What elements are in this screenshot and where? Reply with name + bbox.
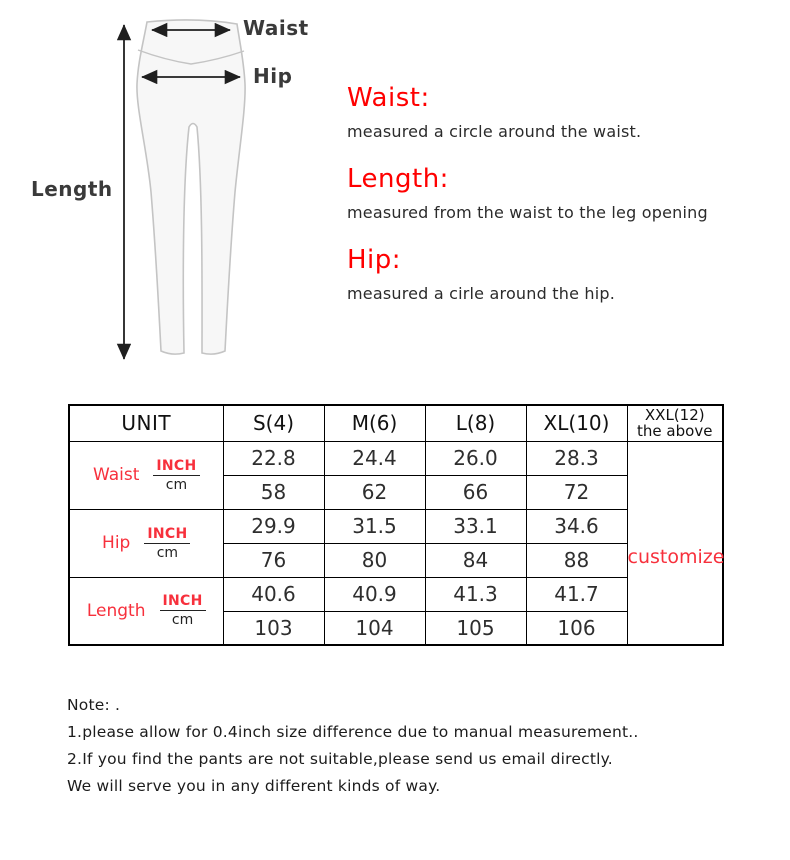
waist-cm-m: 62 [324, 475, 425, 509]
length-inch-xl: 41.7 [526, 577, 627, 611]
definition-length-desc: measured from the waist to the leg opening [347, 203, 708, 222]
unit-inch-label: INCH [160, 593, 206, 611]
waist-inch-s: 22.8 [223, 441, 324, 475]
length-inch-m: 40.9 [324, 577, 425, 611]
waist-cm-l: 66 [425, 475, 526, 509]
definition-length [347, 163, 777, 223]
customize-label: customize [627, 545, 725, 568]
definition-waist-desc: measured a circle around the waist. [347, 122, 642, 141]
definition-waist-term: Waist: [347, 83, 430, 113]
size-table-header-row [69, 405, 723, 441]
hip-inch-l: 33.1 [425, 509, 526, 543]
size-header-xxl [627, 405, 723, 441]
inch-cm-fraction [144, 526, 190, 561]
customize-cell [627, 441, 723, 645]
hip-row-label: Hip [102, 533, 131, 553]
waist-cm-s: 58 [223, 475, 324, 509]
note-line-2: 2.If you find the pants are not suitable,please send us email directly. [67, 750, 613, 768]
hip-inch-s: 29.9 [223, 509, 324, 543]
definition-length-term: Length: [347, 164, 449, 194]
diagram-waist-label: Waist [243, 16, 309, 40]
waist-label-cell [69, 441, 223, 509]
length-row-label: Length [86, 600, 146, 621]
length-label-cell [69, 577, 223, 645]
size-header-m: M(6) [324, 405, 425, 441]
size-header-l: L(8) [425, 405, 526, 441]
unit-cm-label: cm [165, 476, 188, 493]
waist-inch-m: 24.4 [324, 441, 425, 475]
length-cm-xl: 106 [526, 611, 627, 645]
hip-inch-m: 31.5 [324, 509, 425, 543]
table-row-hip-inch [69, 509, 723, 543]
unit-cm-label: cm [156, 544, 179, 561]
note-line-3: We will serve you in any different kinds of way. [67, 777, 441, 795]
length-cm-l: 105 [425, 611, 526, 645]
note-line-1: 1.please allow for 0.4inch size difference due to manual measurement.. [67, 723, 639, 741]
length-cm-m: 104 [324, 611, 425, 645]
unit-header-cell: UNIT [69, 405, 223, 441]
unit-inch-label: INCH [153, 458, 199, 476]
unit-cm-label: cm [171, 612, 194, 629]
size-header-s: S(4) [223, 405, 324, 441]
hip-label-cell [69, 509, 223, 577]
waist-inch-xl: 28.3 [526, 441, 627, 475]
hip-cm-m: 80 [324, 543, 425, 577]
length-inch-s: 40.6 [223, 577, 324, 611]
hip-inch-xl: 34.6 [526, 509, 627, 543]
measurement-definitions [347, 82, 777, 325]
waist-cm-xl: 72 [526, 475, 627, 509]
unit-inch-label: INCH [144, 526, 190, 544]
inch-cm-fraction [160, 593, 206, 628]
size-table [68, 404, 724, 646]
diagram-hip-label: Hip [253, 64, 293, 88]
size-header-xxl-line1: XXL(12) [644, 406, 705, 425]
table-row-length-inch [69, 577, 723, 611]
definition-hip [347, 244, 777, 304]
table-row-waist-inch [69, 441, 723, 475]
hip-cm-l: 84 [425, 543, 526, 577]
length-cm-s: 103 [223, 611, 324, 645]
hip-cm-s: 76 [223, 543, 324, 577]
notes-title: Note: . [67, 696, 121, 714]
inch-cm-fraction [153, 458, 199, 493]
notes-block [67, 692, 727, 800]
waist-inch-l: 26.0 [425, 441, 526, 475]
size-header-xxl-line2: the above [637, 422, 713, 441]
definition-hip-term: Hip: [347, 245, 402, 275]
waist-row-label: Waist [92, 465, 140, 485]
definition-hip-desc: measured a cirle around the hip. [347, 284, 616, 303]
size-header-xl: XL(10) [526, 405, 627, 441]
definition-waist [347, 82, 777, 142]
diagram-length-label: Length [31, 177, 113, 201]
length-inch-l: 41.3 [425, 577, 526, 611]
hip-cm-xl: 88 [526, 543, 627, 577]
leggings-outline [137, 20, 245, 354]
